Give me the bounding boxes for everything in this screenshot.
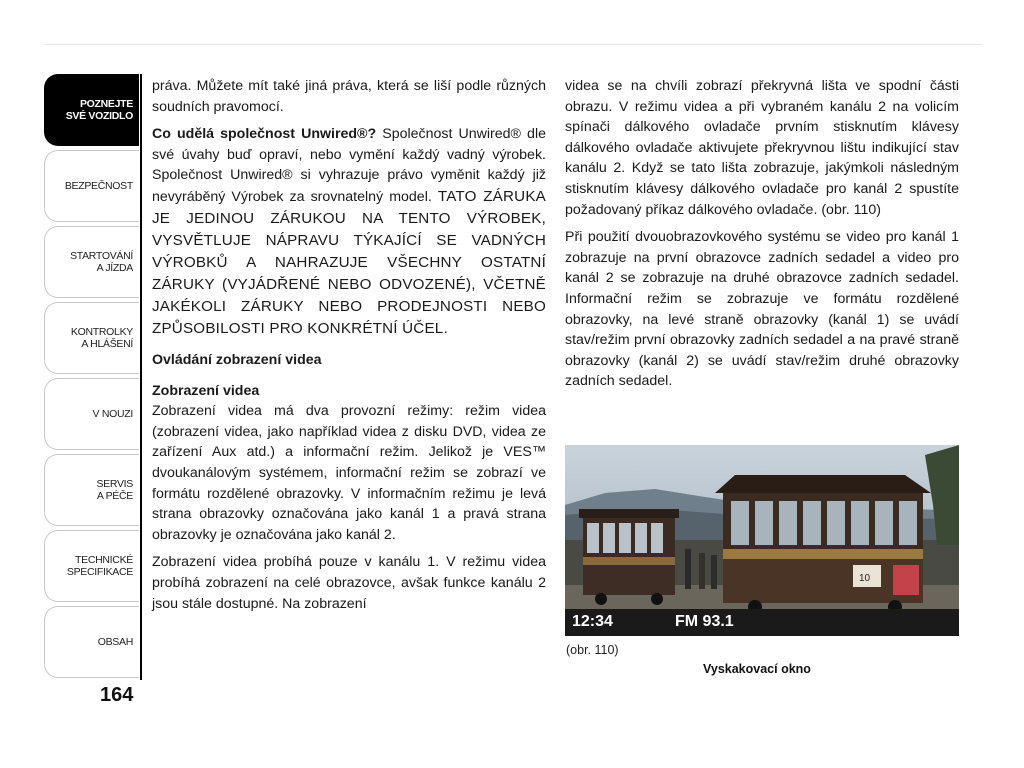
left-column bbox=[152, 76, 546, 614]
figure-caption: Vyskakovací okno bbox=[703, 662, 811, 676]
chapter-tabs bbox=[44, 74, 139, 680]
tab-obsah[interactable] bbox=[44, 606, 139, 678]
page-number: 164 bbox=[100, 684, 134, 706]
car-number: 10 bbox=[859, 573, 871, 584]
warranty-caps-text: TATO ZÁRUKA JE JEDINOU ZÁRUKOU NA TENTO VÝROBEK, VYSVĚTLUJE NÁPRAVU TÝKAJÍCÍ SE VADNÝCH VÝROBKŮ A NAHRAZUJE VŠECHNY OSTATNÍ ZÁRUKY (VYJÁDŘENÉ NEBO ODVOZENÉ), VČETNĚ JAKÉKOLI ZÁRUKY NEBO PRODEJNOSTI NEBO ZPŮSOBILOSTI PRO KONKRÉTNÍ ÚČEL. bbox=[152, 187, 546, 337]
tab-servis-a-pece[interactable] bbox=[44, 454, 139, 526]
video-overlay-bar bbox=[565, 609, 959, 636]
warranty-text: Společnost Unwired® dle své úvahy buď opraví, nebo vymění každý vadný výrobek. Společnost Unwired® si vyhrazuje právo vyměnit každý již nevyráběný Výrobek za srovnatelný model. bbox=[152, 126, 546, 205]
left-cable-car bbox=[579, 509, 679, 605]
tab-v-nouzi[interactable] bbox=[44, 378, 139, 450]
right-column bbox=[565, 76, 959, 392]
tab-label: STARTOVÁNÍ A JÍZDA bbox=[70, 250, 133, 274]
right-cable-car bbox=[715, 475, 931, 614]
tab-label: KONTROLKY A HLÁŠENÍ bbox=[70, 326, 133, 350]
warranty-paragraph bbox=[152, 124, 546, 340]
subsection-heading: Zobrazení videa bbox=[152, 382, 260, 399]
tab-startovani-a-jizda[interactable] bbox=[44, 226, 139, 298]
paragraph: Zobrazení videa probíhá pouze v kanálu 1. V režimu videa probíhá zobrazení na celé obrazovce, avšak funkce kanálu 2 jsou stále dostupné. Na zobrazení bbox=[152, 554, 546, 612]
top-rule bbox=[44, 44, 982, 45]
overlay-radio-station: FM 93.1 bbox=[675, 613, 734, 630]
section-heading: Ovládání zobrazení videa bbox=[152, 351, 322, 368]
overlay-time: 12:34 bbox=[572, 613, 613, 630]
tab-label: V NOUZI bbox=[92, 408, 133, 420]
warranty-heading: Co udělá společnost Unwired®? bbox=[152, 126, 377, 143]
tab-label: POZNEJTE SVÉ VOZIDLO bbox=[65, 98, 133, 122]
paragraph: práva. Můžete mít také jiná práva, která se liší podle různých soudních pravomocí. bbox=[152, 78, 546, 115]
paragraph: Zobrazení videa má dva provozní režimy: režim videa (zobrazení videa, jako například videa z disku DVD, videa ze zařízení Aux atd.) a informační režim. Jelikož je VES™ dvoukanálovým systémem, informační režim se zobrazí ve formátu rozdělené obrazovky. V informačním režimu je levá strana obrazovky označována jako kanál 1 a pravá strana obrazovky je označována jako kanál 2. bbox=[152, 403, 546, 543]
sidebar-divider bbox=[140, 74, 142, 680]
tab-poznejte-sve-vozidlo[interactable] bbox=[44, 74, 139, 146]
video-screen-figure bbox=[565, 445, 959, 636]
tab-technicke-specifikace[interactable] bbox=[44, 530, 139, 602]
cable-car-photo bbox=[565, 445, 959, 636]
tab-label: TECHNICKÉ SPECIFIKACE bbox=[66, 554, 133, 578]
tab-kontrolky-a-hlaseni[interactable] bbox=[44, 302, 139, 374]
tab-bezpecnost[interactable] bbox=[44, 150, 139, 222]
figure-reference: (obr. 110) bbox=[566, 643, 619, 657]
tab-label: SERVIS A PÉČE bbox=[96, 478, 133, 502]
paragraph: Při použití dvouobrazovkového systému se video pro kanál 1 zobrazuje na první obrazovce zadních sedadel a video pro kanál 2 se zobrazuje na druhé obrazovce zadních sedadel. Informační režim se zobrazuje ve formátu rozdělené obrazovky, na levé straně obrazovky (kanál 1) se uvádí stav/režim první obrazovky zadních sedadel a na pravé straně obrazovky (kanál 2) se uvádí stav/režim druhé obrazovky zadních sedadel. bbox=[565, 229, 959, 390]
tab-label: OBSAH bbox=[97, 636, 133, 648]
paragraph: videa se na chvíli zobrazí překryvná lišta ve spodní části obrazu. V režimu videa a při vybraném kanálu 2 na volicím spínači dálkového ovladače prvním stisknutím klávesy dálkového ovladače aktivujete překryvnou lištu indikující stav kanálu 2. Když se tato lišta zobrazuje, jakýmkoli následným stisknutím klávesy dálkového ovladače pro kanál 2 spustíte požadovaný příkaz dálkového ovladače. (obr. 110) bbox=[565, 78, 959, 218]
tab-label: BEZPEČNOST bbox=[64, 180, 133, 192]
